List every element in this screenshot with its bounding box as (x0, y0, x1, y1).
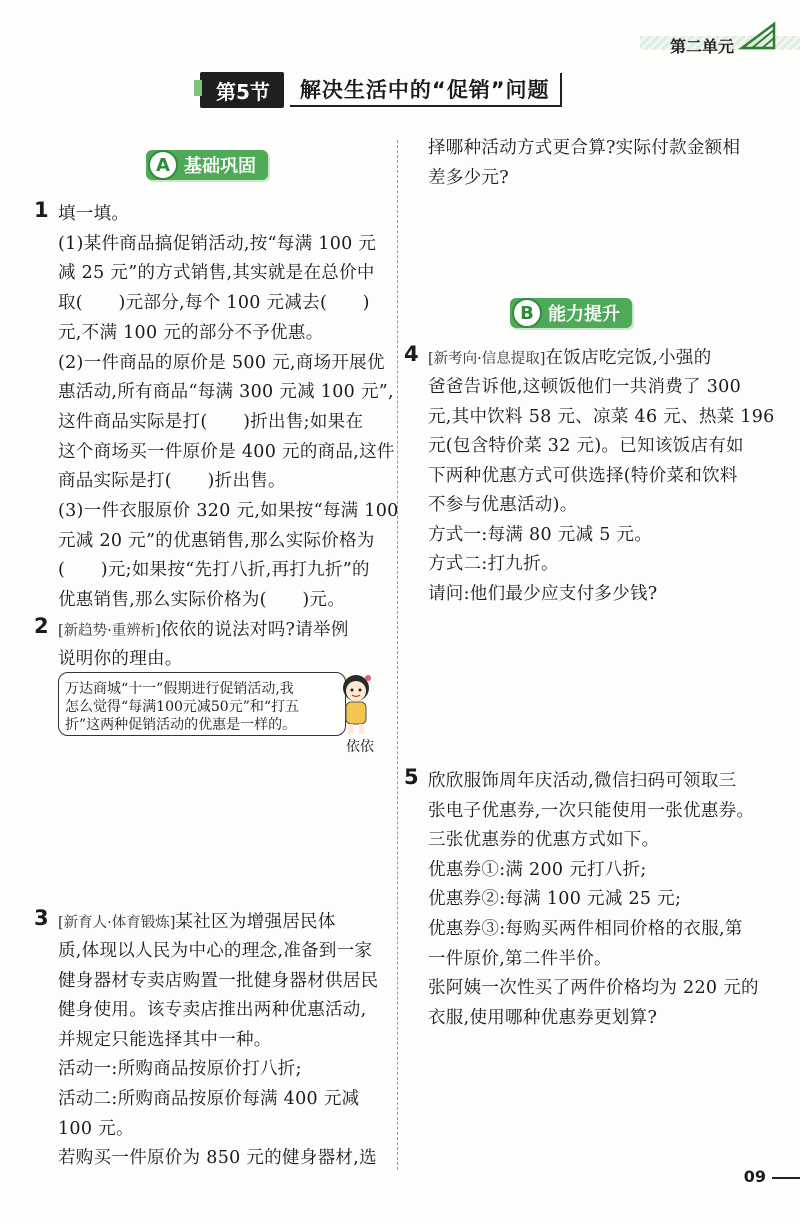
text-line: (3)一件衣服原价 320 元,如果按“每满 100 (58, 501, 399, 521)
question-number-1: 1 (34, 198, 49, 222)
page-number: 09 (743, 1167, 766, 1186)
question-2-text: 依依的说法对吗?请举例 (160, 620, 349, 640)
text-line: 健身使用。该专卖店推出两种优惠活动, (58, 1000, 367, 1021)
text-line: 差多少元? (428, 168, 509, 188)
text-line: 优惠销售,那么实际价格为( )元。 (58, 590, 346, 611)
text-line: 惠活动,所有商品“每满 300 元减 100 元”, (58, 382, 394, 403)
speech-line: 怎么觉得“每满100元减50元”和“打五 (65, 699, 300, 715)
question-number-3: 3 (34, 906, 49, 930)
question-number-5: 5 (404, 765, 419, 789)
speech-line: 万达商城“十一”假期进行促销活动,我 (65, 681, 294, 697)
badge-a-letter: A (148, 150, 178, 180)
speaker-name: 依依 (346, 739, 374, 755)
question-4-text: 在饭店吃完饭,小强的 (545, 348, 712, 368)
text-line: 择哪种活动方式更合算?实际付款金额相 (428, 138, 741, 158)
badge-b-label: 能力提升 (548, 304, 620, 325)
text-line: ( )元;如果按“先打八折,再打九折”的 (58, 560, 370, 581)
question-4-line-1 (428, 344, 712, 369)
text-line: 衣服,使用哪种优惠券更划算? (428, 1007, 658, 1028)
text-line: 100 元。 (58, 1118, 134, 1139)
text-line: 元,其中饮料 58 元、凉菜 46 元、热菜 196 (428, 406, 775, 427)
text-line: 优惠券③:每购买两件相同价格的衣服,第 (428, 919, 743, 939)
question-3-text: 某社区为增强居民体 (175, 912, 336, 932)
text-line: 并规定只能选择其中一种。 (58, 1029, 272, 1050)
unit-title: 第二单元 (669, 37, 734, 56)
section-title (200, 72, 562, 108)
page-rule (772, 1177, 800, 1179)
question-2-line-2: 说明你的理由。 (58, 649, 183, 669)
text-line: 商品实际是打( )折出售。 (58, 471, 286, 492)
text-line: 张阿姨一次性买了两件价格均为 220 元的 (428, 978, 759, 999)
column-divider (397, 140, 398, 1170)
question-4-tag: [新考向·信息提取] (428, 351, 546, 367)
question-2-line-1 (58, 616, 349, 641)
text-line: 爸爸告诉他,这顿饭他们一共消费了 300 (428, 377, 742, 397)
section-heading: 解决生活中的“促销”问题 (290, 73, 562, 107)
text-line: 若购买一件原价为 850 元的健身器材,选 (58, 1148, 377, 1169)
text-line: 这个商场买一件原价是 400 元的商品,这件 (58, 441, 395, 462)
text-line: 元(包含特价菜 32 元)。已知该饭店有如 (428, 436, 744, 456)
badge-advanced (510, 298, 632, 328)
text-line: 质,体现以人民为中心的理念,准备到一家 (58, 941, 373, 961)
text-line: 元,不满 100 元的部分不予优惠。 (58, 322, 324, 343)
text-line: 下两种优惠方式可供选择(特价菜和饮料 (428, 465, 738, 486)
question-3-line-1 (58, 908, 336, 933)
ruler-triangle-icon (738, 20, 778, 50)
text-line: 取( )元部分,每个 100 元减去( ) (58, 293, 370, 314)
question-number-2: 2 (34, 614, 49, 638)
text-line: 活动一:所购商品按原价打八折; (58, 1059, 302, 1080)
text-line: 方式二:打九折。 (428, 554, 559, 574)
text-line: 方式一:每满 80 元减 5 元。 (428, 524, 653, 545)
speech-line: 折”这两种促销活动的优惠是一样的。 (65, 717, 297, 733)
text-line: 优惠券①:满 200 元打八折; (428, 859, 647, 880)
badge-a-label: 基础巩固 (184, 156, 256, 177)
text-line: 活动二:所购商品按原价每满 400 元减 (58, 1089, 360, 1109)
text-line: 欣欣服饰周年庆活动,微信扫码可领取三 (428, 771, 737, 791)
question-2-tag: [新趋势·重辨析] (58, 623, 161, 639)
text-line: 请问:他们最少应支付多少钱? (428, 583, 658, 604)
text-line: 三张优惠券的优惠方式如下。 (428, 830, 660, 851)
text-line: 优惠券②:每满 100 元减 25 元; (428, 889, 682, 910)
text-line: 填一填。 (58, 204, 130, 224)
text-line: 一件原价,第二件半价。 (428, 948, 612, 969)
text-line: 这件商品实际是打( )折出售;如果在 (58, 411, 364, 432)
badge-basic (146, 150, 268, 180)
girl-character-icon (334, 670, 378, 736)
text-line: 张电子优惠券,一次只能使用一张优惠券。 (428, 800, 755, 821)
text-line: 健身器材专卖店购置一批健身器材供居民 (58, 970, 379, 991)
section-number: 第5节 (200, 72, 284, 108)
text-line: 元减 20 元”的优惠销售,那么实际价格为 (58, 530, 375, 551)
text-line: 不参与优惠活动)。 (428, 495, 578, 515)
question-3-tag: [新育人·体育锻炼] (58, 915, 176, 931)
text-line: (2)一件商品的原价是 500 元,商场开展优 (58, 352, 385, 373)
question-number-4: 4 (404, 342, 419, 366)
badge-b-letter: B (512, 298, 542, 328)
speech-bubble (58, 672, 346, 736)
text-line: (1)某件商品搞促销活动,按“每满 100 元 (58, 233, 377, 254)
text-line: 减 25 元”的方式销售,其实就是在总价中 (58, 263, 375, 284)
